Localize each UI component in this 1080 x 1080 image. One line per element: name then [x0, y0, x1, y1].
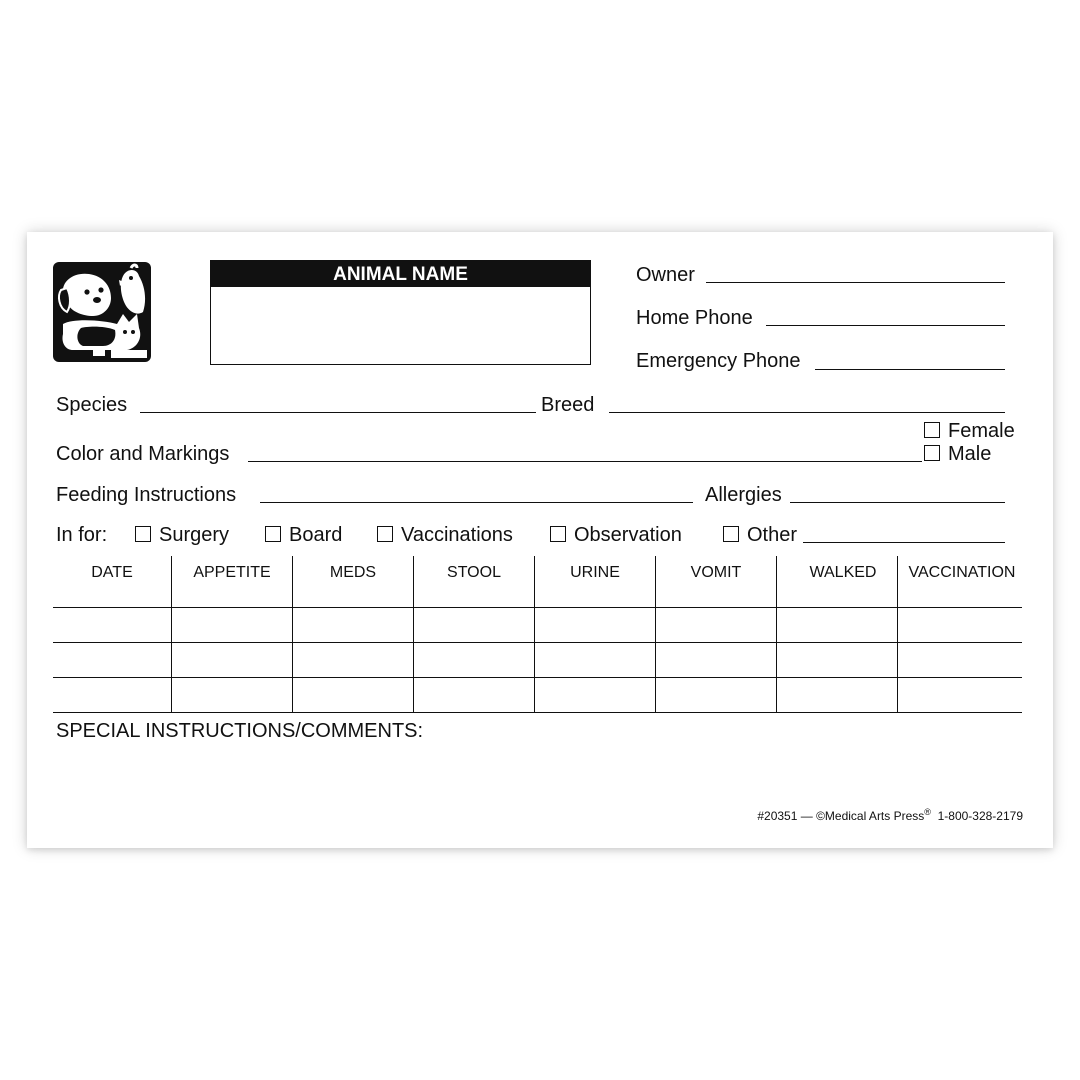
female-checkbox[interactable]: [924, 422, 940, 438]
table-row[interactable]: [53, 609, 1022, 641]
table-header-urine: URINE: [570, 564, 620, 581]
table-header-date: DATE: [91, 564, 133, 581]
table-header-stool: STOOL: [447, 564, 501, 581]
table-header-walked: WALKED: [809, 564, 877, 581]
in-for-label: In for:: [56, 524, 108, 546]
allergies-label: Allergies: [705, 484, 782, 506]
table-row-line: [53, 642, 1022, 643]
feeding-instructions-field[interactable]: [260, 502, 693, 503]
breed-field[interactable]: [609, 412, 1005, 413]
male-label: Male: [948, 443, 992, 465]
table-row-line: [53, 677, 1022, 678]
other-field[interactable]: [803, 542, 1005, 543]
home-phone-label: Home Phone: [636, 307, 753, 329]
table-row[interactable]: [53, 679, 1022, 711]
animal-name-value[interactable]: [211, 287, 590, 361]
footer-imprint: [757, 807, 1023, 823]
table-header-meds: MEDS: [329, 564, 377, 581]
observation-checkbox[interactable]: [550, 526, 566, 542]
vaccinations-checkbox[interactable]: [377, 526, 393, 542]
vaccinations-label: Vaccinations: [401, 524, 513, 546]
owner-label: Owner: [636, 264, 695, 286]
female-label: Female: [948, 420, 1015, 442]
special-instructions-label: SPECIAL INSTRUCTIONS/COMMENTS:: [56, 720, 424, 742]
kennel-card: [27, 232, 1053, 848]
table-row[interactable]: [53, 644, 1022, 676]
male-checkbox[interactable]: [924, 445, 940, 461]
observation-label: Observation: [574, 524, 682, 546]
table-row-line: [53, 607, 1022, 608]
table-row-line: [53, 712, 1022, 713]
species-field[interactable]: [140, 412, 536, 413]
allergies-field[interactable]: [790, 502, 1005, 503]
emergency-phone-label: Emergency Phone: [636, 350, 801, 372]
other-label: Other: [747, 524, 798, 546]
board-checkbox[interactable]: [265, 526, 281, 542]
animal-name-label: ANIMAL NAME: [211, 261, 590, 287]
species-label: Species: [56, 394, 128, 416]
surgery-label: Surgery: [159, 524, 230, 546]
breed-label: Breed: [541, 394, 595, 416]
footer-text: #20351 — ©Medical Arts Press: [757, 809, 925, 823]
home-phone-field[interactable]: [766, 325, 1005, 326]
other-checkbox[interactable]: [723, 526, 739, 542]
footer-phone: 1-800-328-2179: [937, 809, 1023, 823]
table-header-vaccination: VACCINATION: [908, 564, 1016, 581]
registered-mark: ®: [924, 807, 931, 817]
color-markings-field[interactable]: [248, 461, 922, 462]
table-header-appetite: APPETITE: [193, 564, 271, 581]
surgery-checkbox[interactable]: [135, 526, 151, 542]
owner-field[interactable]: [706, 282, 1005, 283]
color-markings-label: Color and Markings: [56, 443, 230, 465]
feeding-instructions-label: Feeding Instructions: [56, 484, 237, 506]
animal-name-box[interactable]: [210, 260, 591, 365]
board-label: Board: [289, 524, 343, 546]
pets-logo-icon: [53, 262, 151, 362]
emergency-phone-field[interactable]: [815, 369, 1005, 370]
table-header-vomit: VOMIT: [690, 564, 742, 581]
special-instructions-field[interactable]: [56, 746, 1016, 800]
